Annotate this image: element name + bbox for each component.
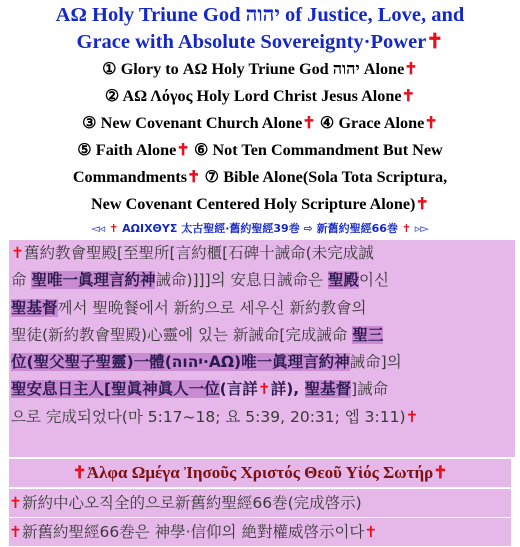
emphasis-text: (言詳 — [219, 380, 258, 399]
principle-5-6 — [0, 137, 520, 164]
emphasis-text: 聖基督 — [304, 380, 352, 399]
greek-line — [9, 459, 511, 487]
cross-icon: ✝ — [405, 407, 419, 426]
cross-icon: ✝ — [11, 244, 24, 262]
body-text: 舊約教會聖殿[至聖所[言約櫃[石碑十誡命(未完成誠 — [24, 244, 374, 262]
principle-6-end-text: Commandments — [72, 168, 188, 186]
summary-line-1 — [9, 489, 511, 517]
next-arrow-icon[interactable]: ▹▻ — [414, 222, 429, 235]
principle-4-text: ④ Grace Alone — [319, 114, 425, 132]
header — [0, 0, 520, 218]
title-line-1: ΑΩ Holy Triune God יהוה of Justice, Love, and — [55, 4, 465, 26]
emphasis-text: 聖三 — [352, 325, 384, 344]
cross-icon: ✝ — [404, 60, 418, 78]
summary-text: 新舊約聖經66巻은 神學·信仰의 絶對權威啓示이다 — [22, 523, 365, 541]
principle-6-text: ⑥ Not Ten Commandment But New — [193, 141, 443, 159]
cross-icon: ✝ — [176, 141, 190, 159]
body-line — [11, 267, 513, 294]
emphasis-text: (聖父聖子聖靈)一體 — [26, 353, 165, 372]
cross-icon: ✝ — [257, 380, 271, 399]
principle-7-end — [0, 191, 520, 218]
body-text: 誡命)]]]의 安息日誡命은 — [155, 271, 328, 290]
body-text: 命 — [11, 271, 32, 290]
principle-2 — [0, 83, 520, 110]
cross-icon: ✝ — [401, 87, 416, 105]
body-text: 誡命]의 — [349, 353, 402, 372]
cross-icon: ✝ — [433, 463, 448, 482]
cross-icon: ✝ — [9, 494, 22, 512]
greek-text: Ἀλφα Ωμέγα Ἰησοῦς Χριστός Θεοῦ Υἱός Σωτήρ — [86, 463, 434, 482]
body-line — [11, 295, 513, 322]
summary-line-2 — [9, 518, 511, 546]
cross-icon: ✝ — [415, 195, 430, 213]
emphasis-text: 唯一眞理言約神 — [241, 353, 350, 372]
summary-text: 新約中心오직全的으로新舊約聖經66巻(完成啓示) — [22, 494, 362, 512]
body-line — [11, 240, 513, 267]
emphasis-text: 聖唯一眞理言約神 — [31, 271, 156, 290]
body-text: 으로 完成되었다(마 5:17~18; 요 5:39, 20:31; 엡 3:11) — [11, 407, 406, 426]
principle-3-4 — [0, 110, 520, 137]
cross-icon: ✝ — [72, 463, 87, 482]
body-line — [11, 404, 513, 431]
cross-icon: ✝ — [187, 168, 201, 186]
body-text: 聖徒(新約教會聖殿)心靈에 있는 新誡命[完成誡命 — [11, 325, 353, 344]
cross-icon: ✝ — [401, 222, 411, 235]
nav-link[interactable]: ΑΩΙΧΘΥΣ 太古聖經·舊約聖經39巻 ⇨ 新舊約聖經66巻 — [122, 222, 398, 235]
emphasis-text: (יהוה·ΑΩ) — [164, 353, 242, 372]
body-text: 이신 — [358, 271, 389, 290]
cross-icon: ✝ — [109, 222, 119, 235]
principle-3-text: ③ New Covenant Church Alone — [82, 114, 303, 132]
emphasis-text: 位 — [11, 353, 27, 372]
principle-7-end-text: New Covenant Centered Holy Scripture Alone) — [90, 195, 416, 213]
emphasis-text: 聖殿 — [327, 271, 359, 290]
body-line — [11, 376, 513, 403]
cross-icon: ✝ — [302, 114, 316, 132]
title-line-2: Grace with Absolute Sovereignty·Power — [76, 31, 427, 53]
body-text: 께서 聖晩餐에서 新約으로 세우신 新約教會의 — [57, 298, 367, 317]
body-line — [11, 349, 513, 376]
principle-1 — [0, 56, 520, 83]
cross-icon: ✝ — [426, 31, 444, 53]
cross-icon: ✝ — [424, 114, 438, 132]
nav-bar — [0, 218, 520, 240]
title — [0, 0, 520, 56]
body-text: ]誡命 — [351, 380, 389, 399]
cross-icon: ✝ — [9, 523, 22, 541]
principle-7-text: ⑦ Bible Alone(Sola Tota Scriptura, — [204, 168, 448, 186]
principle-6-7 — [0, 164, 520, 191]
emphasis-text: 詳), — [270, 380, 305, 399]
prev-arrow-icon[interactable]: ◅◃ — [91, 222, 106, 235]
principle-5-text: ⑤ Faith Alone — [77, 141, 177, 159]
principle-1-text: ① Glory to ΑΩ Holy Triune God יהוה Alone — [102, 60, 405, 78]
emphasis-text: 聖安息日主人 — [11, 380, 105, 399]
body-paragraph — [9, 240, 515, 457]
emphasis-text: 聖基督 — [11, 298, 58, 317]
body-line — [11, 322, 513, 349]
principle-2-text: ② ΑΩ Λόγος Holy Lord Christ Jesus Alone — [104, 87, 402, 105]
cross-icon: ✝ — [364, 523, 378, 541]
emphasis-text: [聖眞神眞人一位 — [104, 380, 220, 399]
